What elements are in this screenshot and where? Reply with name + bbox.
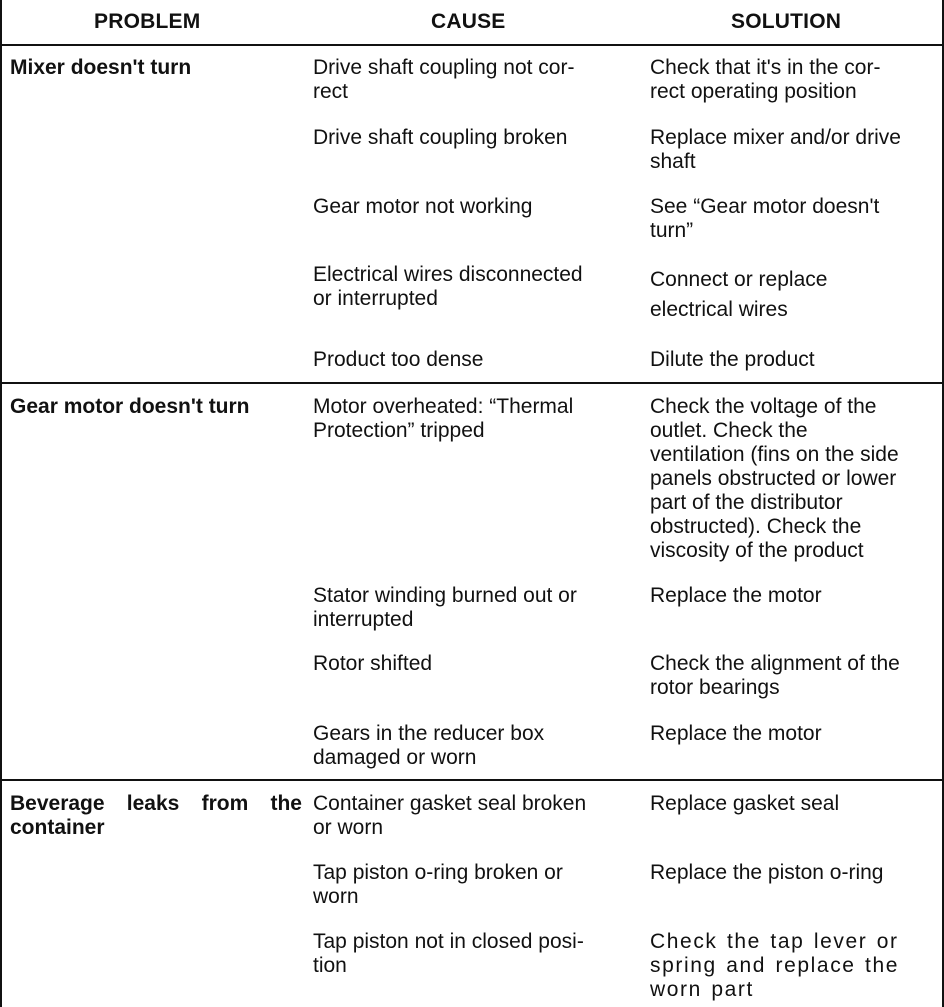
- solution-line: outlet. Check the: [650, 419, 808, 442]
- header-cause: CAUSE: [431, 10, 506, 33]
- solution-line: ventilation (fins on the side: [650, 443, 899, 466]
- cause-line: Drive shaft coupling not cor-: [313, 56, 575, 79]
- cause-cell: [313, 792, 633, 840]
- cause-cell: [313, 584, 633, 632]
- cause-line: Container gasket seal broken: [313, 792, 587, 815]
- cause-line: Electrical wires disconnected: [313, 263, 583, 286]
- problem-mixer: Mixer doesn't turn: [10, 56, 192, 79]
- solution-line: worn part: [650, 978, 754, 1001]
- solution-line: Replace the motor: [650, 584, 822, 607]
- cause-line: Tap piston not in closed posi-: [313, 930, 584, 953]
- solution-cell: [650, 395, 938, 563]
- cause-line: Drive shaft coupling broken: [313, 126, 568, 149]
- solution-line: Check the alignment of the: [650, 652, 900, 675]
- solution-cell: [650, 265, 938, 325]
- cause-line: interrupted: [313, 608, 414, 631]
- cause-cell: [313, 126, 633, 150]
- solution-cell: [650, 195, 938, 243]
- solution-line: Check the tap lever or: [650, 930, 899, 953]
- solution-cell: [650, 792, 938, 816]
- solution-line: Check that it's in the cor-: [650, 56, 881, 79]
- solution-cell: [650, 652, 938, 700]
- cause-line: Motor overheated: “Thermal: [313, 395, 574, 418]
- cause-line: tion: [313, 954, 347, 977]
- solution-line: Check the voltage of the: [650, 395, 877, 418]
- solution-cell: [650, 348, 938, 372]
- cause-line: Product too dense: [313, 348, 484, 371]
- solution-cell: [650, 722, 938, 746]
- solution-cell: [650, 126, 938, 174]
- solution-cell: [650, 56, 938, 104]
- cause-cell: [313, 56, 633, 104]
- solution-line: spring and replace the: [650, 954, 900, 977]
- table-border-left: [0, 0, 2, 1007]
- solution-line: shaft: [650, 150, 696, 173]
- problem-gear-motor: Gear motor doesn't turn: [10, 395, 250, 418]
- solution-line: rect operating position: [650, 80, 857, 103]
- cause-line: Stator winding burned out or: [313, 584, 577, 607]
- cause-cell: [313, 652, 633, 676]
- cause-line: or interrupted: [313, 287, 438, 310]
- cause-line: Rotor shifted: [313, 652, 433, 675]
- solution-line: Connect or replace: [650, 268, 828, 291]
- cause-line: rect: [313, 80, 349, 103]
- solution-line: rotor bearings: [650, 676, 780, 699]
- header-solution: SOLUTION: [731, 10, 842, 33]
- cause-line: Gears in the reducer box: [313, 722, 545, 745]
- solution-cell: [650, 930, 938, 1002]
- cause-cell: [313, 722, 633, 770]
- cause-cell: [313, 348, 633, 372]
- solution-line: Replace the piston o-ring: [650, 861, 884, 884]
- header-divider: [0, 44, 944, 46]
- solution-line: Replace gasket seal: [650, 792, 840, 815]
- cause-line: damaged or worn: [313, 746, 477, 769]
- header-problem: PROBLEM: [94, 10, 201, 33]
- solution-cell: [650, 861, 938, 885]
- solution-line: electrical wires: [650, 298, 788, 321]
- solution-cell: [650, 584, 938, 608]
- cause-line: Protection” tripped: [313, 419, 485, 442]
- cause-line: Tap piston o-ring broken or: [313, 861, 563, 884]
- solution-line: part of the distributor: [650, 491, 843, 514]
- cause-cell: [313, 930, 633, 978]
- cause-cell: [313, 395, 633, 443]
- cause-cell: [313, 263, 633, 311]
- solution-line: viscosity of the product: [650, 539, 864, 562]
- cause-line: or worn: [313, 816, 384, 839]
- cause-cell: [313, 861, 633, 909]
- group-divider-2: [0, 779, 944, 781]
- solution-line: See “Gear motor doesn't: [650, 195, 880, 218]
- solution-line: Dilute the product: [650, 348, 815, 371]
- group-divider-1: [0, 382, 944, 384]
- solution-line: obstructed). Check the: [650, 515, 862, 538]
- cause-line: worn: [313, 885, 359, 908]
- solution-line: Replace the motor: [650, 722, 822, 745]
- cause-cell: [313, 195, 633, 219]
- solution-line: Replace mixer and/or drive: [650, 126, 901, 149]
- solution-line: turn”: [650, 219, 694, 242]
- cause-line: Gear motor not working: [313, 195, 533, 218]
- solution-line: panels obstructed or lower: [650, 467, 897, 490]
- problem-beverage-leaks: Beverage leaks from the container: [10, 792, 302, 839]
